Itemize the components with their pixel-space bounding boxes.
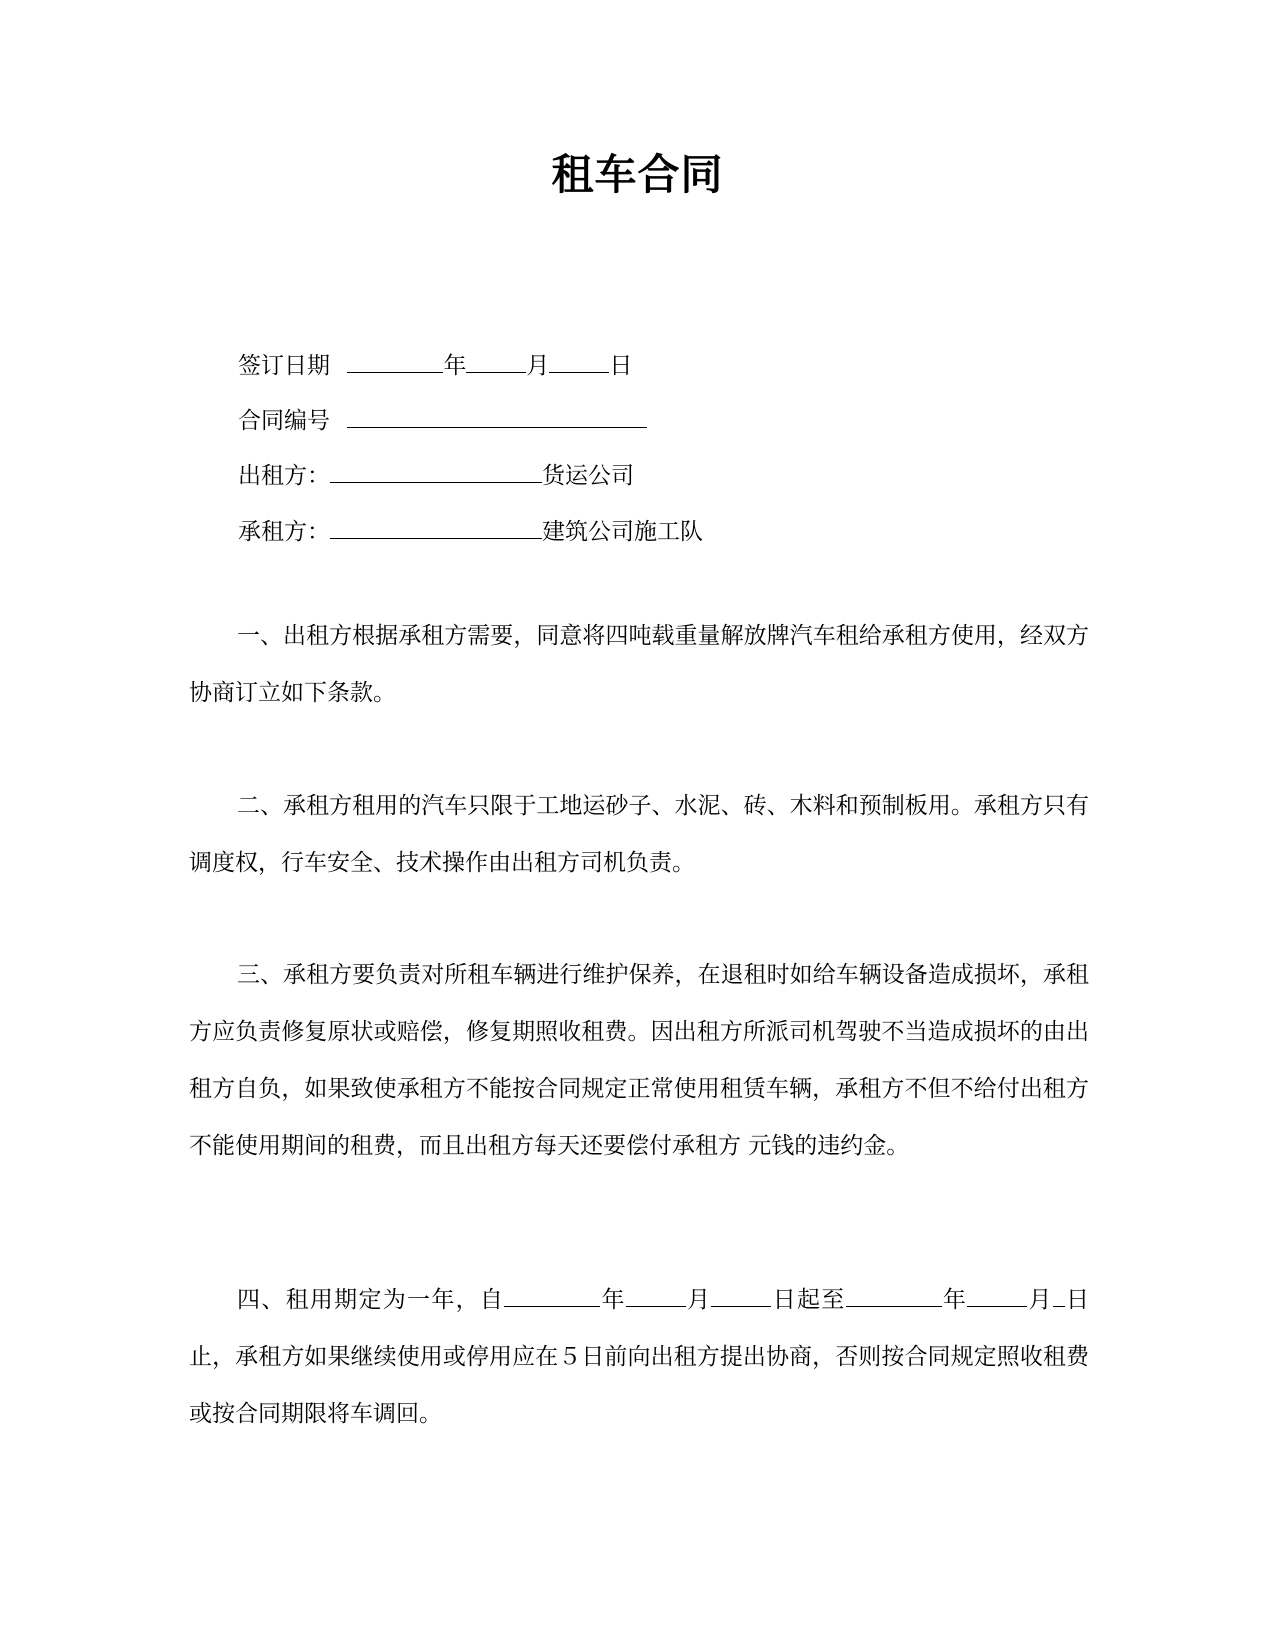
clause-4-end-day-blank[interactable] xyxy=(1053,1286,1065,1307)
sign-date-month-unit: 月 xyxy=(526,353,550,379)
clause-4-month-unit: 月 xyxy=(685,1287,712,1313)
lessee-suffix: 建筑公司施工队 xyxy=(542,519,703,545)
clause-2: 二、承租方租用的汽车只限于工地运砂子、水泥、砖、木料和预制板用。承租方只有调度权，行车安全、技术操作由出租方司机负责。 xyxy=(189,793,1089,876)
sign-date-month-blank[interactable] xyxy=(466,350,526,373)
clause-4-start-month-blank[interactable] xyxy=(626,1286,686,1307)
sign-date-day-blank[interactable] xyxy=(549,350,609,373)
contract-number-row xyxy=(238,405,647,436)
clause-4-year2-unit: 年 xyxy=(941,1287,968,1313)
clause-1: 一、出租方根据承租方需要，同意将四吨载重量解放牌汽车租给承租方使用，经双方协商订立如下条款。 xyxy=(189,623,1089,706)
clause-4-year-unit: 年 xyxy=(600,1287,626,1313)
sign-date-label: 签订日期 xyxy=(238,353,330,379)
sign-date-row xyxy=(238,350,632,381)
clause-4-start-year-blank[interactable] xyxy=(504,1286,600,1307)
lessor-suffix: 货运公司 xyxy=(542,463,634,489)
lessor-name-blank[interactable] xyxy=(330,460,542,483)
lessor-label: 出租方： xyxy=(238,463,330,489)
sign-date-day-unit: 日 xyxy=(609,353,633,379)
contract-number-label: 合同编号 xyxy=(238,408,330,434)
contract-number-blank[interactable] xyxy=(347,405,647,428)
document-title: 租车合同 xyxy=(551,150,724,199)
clause-4-start-day-blank[interactable] xyxy=(711,1286,771,1307)
lessor-row xyxy=(238,460,634,491)
clause-3: 三、承租方要负责对所租车辆进行维护保养，在退租时如给车辆设备造成损坏，承租方应负责修复原状或赔偿，修复期照收租费。因出租方所派司机驾驶不当造成损坏的由出租方自负，如果致使承租方不能按合同规定正常使用租赁车辆，承租方不但不给付出租方不能使用期间的租费，而且出租方每天还要偿付承租方 元钱的违约金。 xyxy=(189,962,1089,1159)
clause-4-month2-unit: 月 xyxy=(1027,1287,1053,1313)
clause-4-end-month-blank[interactable] xyxy=(967,1286,1027,1307)
sign-date-year-blank[interactable] xyxy=(347,350,443,373)
lessee-name-blank[interactable] xyxy=(330,516,542,539)
clause-4-day-to: 日起至 xyxy=(771,1287,846,1313)
clause-4 xyxy=(189,1272,1089,1443)
clause-4-end-year-blank[interactable] xyxy=(846,1286,942,1307)
clause-4-tail: 日止，承租方如果继续使用或停用应在５日前向出租方提出协商，否则按合同规定照收租费或按合同期限将车调回。 xyxy=(189,1287,1090,1427)
sign-date-year-unit: 年 xyxy=(443,353,467,379)
lessee-row xyxy=(238,516,703,547)
lessee-label: 承租方： xyxy=(238,519,330,545)
clause-4-lead: 四、租用期定为一年，自 xyxy=(237,1287,505,1313)
